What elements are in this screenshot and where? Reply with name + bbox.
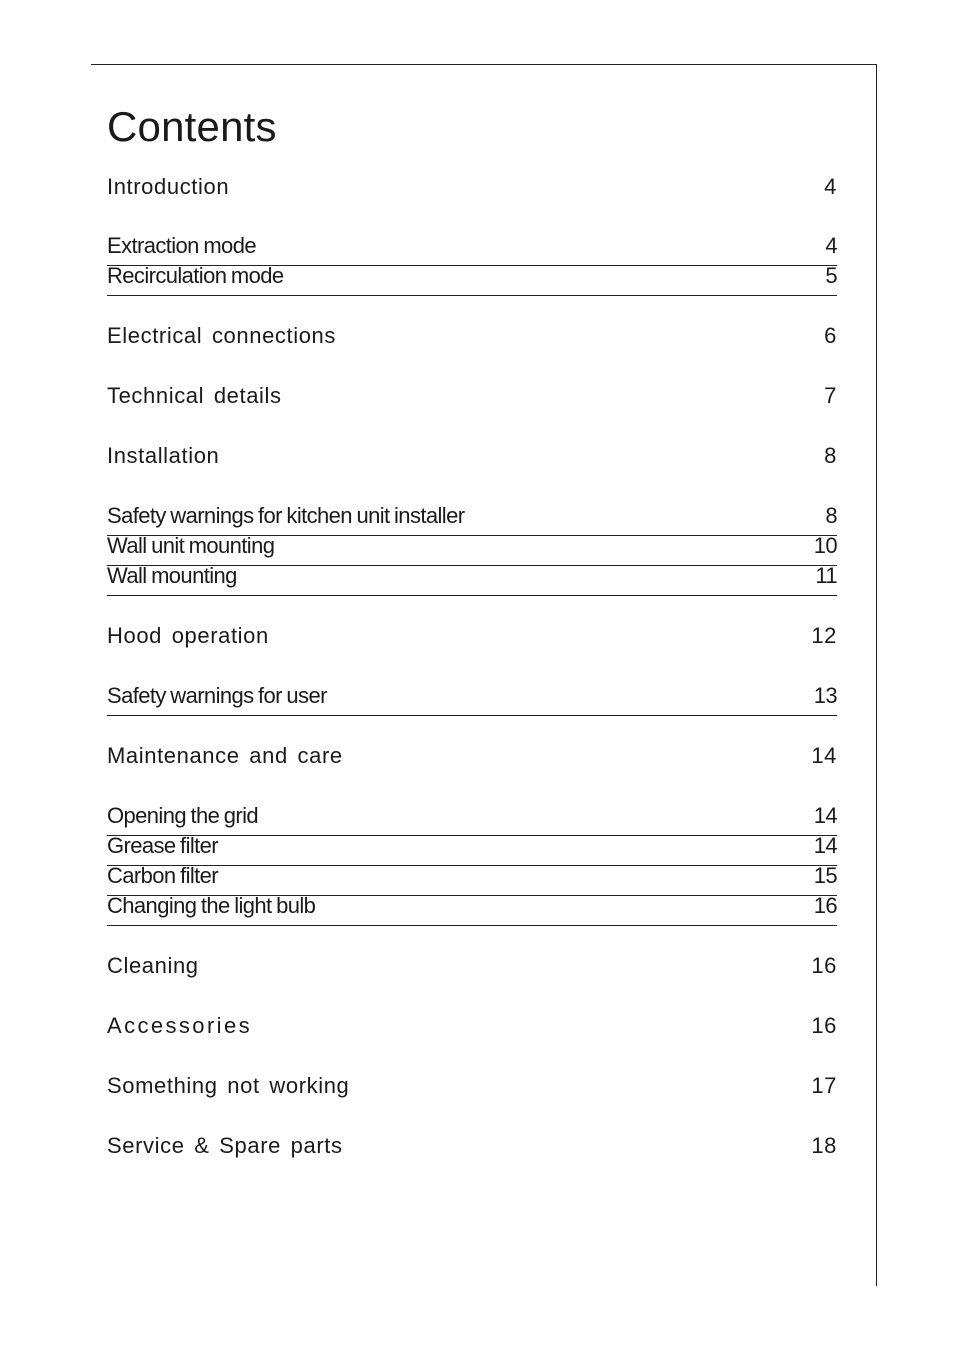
- toc-entry-label: Opening the grid: [107, 803, 259, 828]
- toc-entry-installation[interactable]: [107, 443, 837, 469]
- divider: [107, 595, 837, 596]
- toc-entry-label: Accessories: [107, 1013, 252, 1038]
- toc-entry-changing-light-bulb[interactable]: [107, 893, 837, 919]
- toc-entry-label: Grease filter: [107, 833, 219, 858]
- toc-entry-label: Electrical connections: [107, 323, 336, 348]
- toc-entry-page: 8: [825, 503, 837, 528]
- toc-entry-safety-warnings-user[interactable]: [107, 683, 837, 709]
- toc-entry-page: 14: [813, 833, 837, 858]
- toc-entry-label: Cleaning: [107, 953, 199, 978]
- toc-entry-electrical-connections[interactable]: [107, 323, 837, 349]
- toc-entry-page: 15: [813, 863, 837, 888]
- page-frame-right-border: [876, 64, 877, 1286]
- toc-entry-page: 16: [811, 1013, 837, 1038]
- toc-entry-label: Wall unit mounting: [107, 533, 275, 558]
- toc-entry-service-spare-parts[interactable]: [107, 1133, 837, 1159]
- toc-entry-page: 7: [824, 383, 837, 408]
- page-title: Contents: [107, 103, 277, 150]
- toc-entry-label: Hood operation: [107, 623, 269, 648]
- toc-entry-extraction-mode[interactable]: [107, 233, 837, 259]
- toc-entry-label: Installation: [107, 443, 220, 468]
- toc-entry-safety-warnings-installer[interactable]: [107, 503, 837, 529]
- toc-entry-label: Extraction mode: [107, 233, 256, 258]
- toc-entry-page: 4: [824, 174, 837, 199]
- toc-entry-something-not-working[interactable]: [107, 1073, 837, 1099]
- toc-entry-page: 14: [813, 803, 837, 828]
- toc-entry-page: 8: [824, 443, 837, 468]
- toc-entry-label: Safety warnings for kitchen unit installer: [107, 503, 465, 528]
- toc-entry-label: Service & Spare parts: [107, 1133, 343, 1158]
- divider: [107, 715, 837, 716]
- toc-entry-page: 11: [815, 563, 837, 588]
- toc-entry-cleaning[interactable]: [107, 953, 837, 979]
- toc-entry-label: Carbon filter: [107, 863, 219, 888]
- toc-entry-label: Recirculation mode: [107, 263, 284, 288]
- toc-entry-page: 17: [811, 1073, 837, 1098]
- toc-entry-page: 18: [811, 1133, 837, 1158]
- toc-entry-wall-mounting[interactable]: [107, 563, 837, 589]
- toc-entry-opening-the-grid[interactable]: [107, 803, 837, 829]
- toc-entry-page: 6: [824, 323, 837, 348]
- toc-entry-label: Maintenance and care: [107, 743, 343, 768]
- toc-entry-grease-filter[interactable]: [107, 833, 837, 859]
- page-frame-top-border: [91, 64, 877, 65]
- toc-entry-maintenance-and-care[interactable]: [107, 743, 837, 769]
- toc-entry-page: 16: [813, 893, 837, 918]
- toc-entry-page: 13: [813, 683, 837, 708]
- toc-entry-label: Introduction: [107, 174, 230, 199]
- toc-entry-carbon-filter[interactable]: [107, 863, 837, 889]
- toc-entry-technical-details[interactable]: [107, 383, 837, 409]
- divider: [107, 295, 837, 296]
- divider: [107, 925, 837, 926]
- toc-entry-accessories[interactable]: [107, 1013, 837, 1039]
- toc-entry-page: 16: [811, 953, 837, 978]
- toc-entry-label: Something not working: [107, 1073, 350, 1098]
- toc-entry-label: Wall mounting: [107, 563, 237, 588]
- toc-entry-label: Technical details: [107, 383, 282, 408]
- toc-entry-recirculation-mode[interactable]: [107, 263, 837, 289]
- toc-entry-page: 4: [825, 233, 837, 258]
- toc-entry-introduction[interactable]: [107, 174, 837, 200]
- toc-entry-page: 12: [811, 623, 837, 648]
- toc-entry-label: Changing the light bulb: [107, 893, 316, 918]
- toc-entry-label: Safety warnings for user: [107, 683, 327, 708]
- toc-entry-hood-operation[interactable]: [107, 623, 837, 649]
- toc-entry-page: 10: [813, 533, 837, 558]
- toc-entry-wall-unit-mounting[interactable]: [107, 533, 837, 559]
- toc-entry-page: 14: [811, 743, 837, 768]
- toc-entry-page: 5: [825, 263, 837, 288]
